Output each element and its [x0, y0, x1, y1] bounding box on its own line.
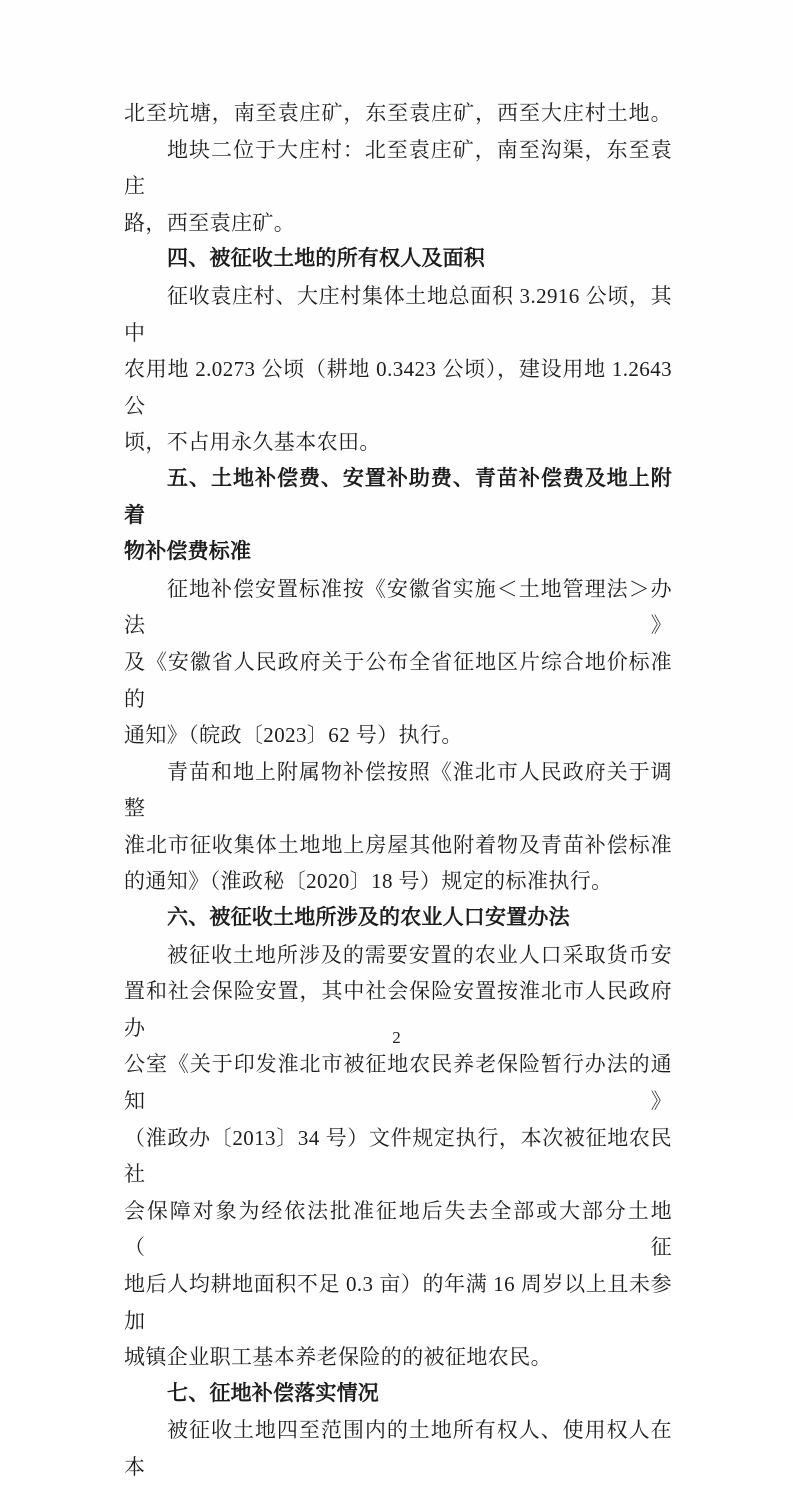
document-line: 青苗和地上附属物补偿按照《淮北市人民政府关于调整	[124, 759, 672, 821]
document-line: 顷，不占用永久基本农田。	[124, 430, 381, 455]
document-line: 通知》（皖政〔2023〕62 号）执行。	[124, 723, 463, 748]
document-line: 征地补偿安置标准按《安徽省实施＜土地管理法＞办法》	[124, 576, 672, 638]
document-line: 城镇企业职工基本养老保险的的被征地农民。	[124, 1345, 552, 1370]
section-heading-6: 六、被征收土地所涉及的农业人口安置办法	[167, 906, 570, 930]
section-heading-7: 七、征地补偿落实情况	[167, 1381, 379, 1405]
document-line: 置和社会保险安置，其中社会保险安置按淮北市人民政府办	[124, 979, 672, 1040]
document-line: 地后人均耕地面积不足 0.3 亩）的年满 16 周岁以上且未参加	[124, 1272, 672, 1333]
document-line: 征收袁庄村、大庄村集体土地总面积 3.2916 公顷，其中	[124, 283, 672, 345]
document-line: 的通知》（淮政秘〔2020〕18 号）规定的标准执行。	[124, 869, 613, 894]
document-line: 农用地 2.0273 公顷（耕地 0.3423 公顷），建设用地 1.2643 公	[124, 357, 678, 418]
section-heading-5: 五、土地补偿费、安置补助费、青苗补偿费及地上附着	[124, 466, 672, 527]
section-heading-5-cont: 物补偿费标准	[124, 540, 252, 564]
section-heading-4: 四、被征收土地的所有权人及面积	[167, 247, 485, 271]
document-line: 会保障对象为经依法批准征地后失去全部或大部分土地（征	[124, 1198, 672, 1260]
document-line: （淮政办〔2013〕34 号）文件规定执行，本次被征地农民社	[124, 1125, 672, 1187]
page-number: 2	[392, 1028, 401, 1047]
document-line: 北至坑塘，南至袁庄矿，东至袁庄矿，西至大庄村土地。	[124, 101, 672, 125]
document-line: 路，西至袁庄矿。	[124, 210, 296, 235]
document-line: 被征收土地四至范围内的土地所有权人、使用权人在本	[124, 1418, 672, 1479]
document-line: 及《安徽省人民政府关于公布全省征地区片综合地价标准的	[124, 649, 672, 711]
document-line: 地块二位于大庄村：北至袁庄矿，南至沟渠，东至袁庄	[124, 137, 672, 199]
document-line: 被征收土地所涉及的需要安置的农业人口采取货币安	[167, 942, 672, 967]
document-line: 淮北市征收集体土地地上房屋其他附着物及青苗补偿标准	[124, 832, 672, 857]
document-body	[124, 95, 678, 1486]
document-line: 公室《关于印发淮北市被征地农民养老保险暂行办法的通知》	[124, 1052, 672, 1114]
